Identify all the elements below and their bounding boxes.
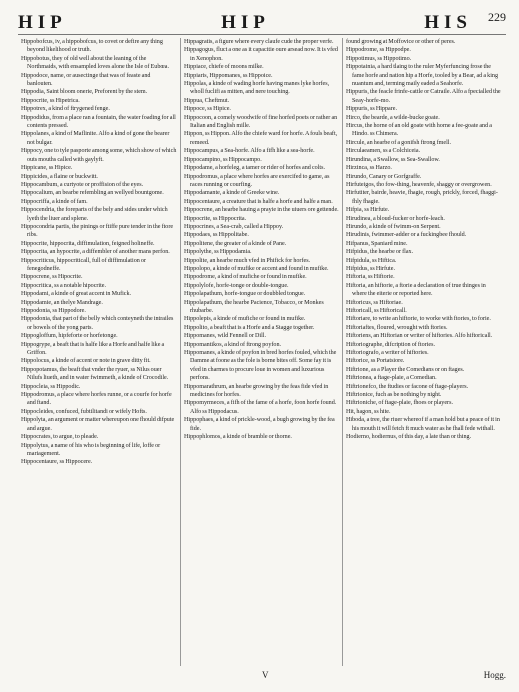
- dictionary-entry: Hippocrene, ss Hipocrite.: [21, 274, 83, 281]
- dictionary-entry: Hirundina, a Swallow, ss Sea-Swallow.: [346, 156, 440, 163]
- dictionary-entry: Hippocalium, an bearbe refembling an wellyed bountgome.: [21, 190, 164, 197]
- dictionary-entry: Hippogloffum, hipfeforte or horfetonge.: [21, 333, 118, 340]
- dictionary-entry: Hippotimus, ss Hippotimo.: [346, 55, 412, 62]
- dictionary-entry: Hippocleia, ss Hippodic.: [21, 383, 81, 390]
- dictionary-entry: Hippomarathrum, an hearbe growing by the feas fide vfed in medicines for horfes.: [184, 383, 329, 399]
- dictionary-entry: Hiftoriare, to write an hiftorie, to worke with ftories, to forie.: [346, 316, 491, 323]
- dictionary-entry: Hippolite, an hearbe much vfed in Phifick for horfes.: [184, 257, 311, 264]
- dictionary-entry: Hippocentaure, ss Hippocere.: [21, 459, 93, 466]
- dictionary-entry: Hiftrioniche, of ftage-plaie, fhoes or players.: [346, 400, 453, 407]
- dictionary-entry: Hirundo, a kinde of fwimm-on Serpent.: [346, 223, 441, 230]
- dictionary-entry: Hiftoricus, ss Hiftoriae.: [346, 299, 403, 306]
- dictionary-entry: Hippomyrmeces, a fifh of the fame of a horfe, foon horfe found. Alfo ss Hippodacus.: [184, 400, 337, 415]
- dictionary-entry: Hiftrionefco, the ftudies or facone of ftage-players.: [346, 383, 469, 390]
- dictionary-entry: Hippodamie, an thelye Mandrage.: [21, 299, 103, 306]
- dictionary-entry: Hippomantikos, a kind of ftrong poyfon.: [184, 341, 282, 348]
- dictionary-entry: Hippocrates, to argue, to pleade.: [21, 434, 99, 441]
- dictionary-entry: Hiboda, a tree, the riuer whereof if a man hold but a peace of it in his mouth it will fetch ft much water as he fhall fede withall.: [346, 417, 500, 432]
- page-footer: [18, 670, 506, 684]
- dictionary-entry: Hippocrite, ss Hippocrita.: [184, 215, 247, 222]
- running-header: [18, 10, 506, 35]
- dictionary-entry: Hippocritica, ss a notable hipocrite.: [21, 282, 107, 289]
- dictionary-entry: Hippolanes, a kind of Maflinite. Alfo a kind of gone the bearer not bulgar.: [21, 131, 170, 146]
- dictionary-entry: Hircule, an hearbe of a gonifsh ftrong fmell.: [346, 139, 451, 146]
- dictionary-entry: Hippuris, the feacle frinfe-cattle or Catraile. Alfo a fpecialled the Seay-horfe-mo.: [346, 89, 501, 104]
- dictionary-entry: Hirudinis, fwimmer-adder or a fuckingbee fhould.: [346, 232, 467, 239]
- dictionary-entry: Hiftoriographe, difcription of ftories.: [346, 341, 435, 348]
- dictionary-entry: Hippocleides, confuced, fubtilitandi or wifely Hofts.: [21, 408, 147, 415]
- column-left: [18, 38, 180, 666]
- dictionary-entry: Hippocampus, a Sea-horfe. Alfo a fifh like a sea-horfe.: [184, 148, 315, 155]
- dictionary-entry: Hippolitene, the greater of a kinde of Pane.: [184, 240, 287, 247]
- dictionary-entry: Hippocondria partis, the pinings or ftiffe pure tender in the ftore ribs.: [21, 223, 174, 239]
- dictionary-entry: Hippoce, ss Hipice.: [184, 106, 231, 113]
- dictionary-entry: Hippocrita, an hypocrite, a diffembler of another mans perfon.: [21, 249, 170, 256]
- dictionary-entry: Hippodonia, that part of the belly which conteyneth the intrailes or bowels of the yong parts.: [21, 316, 174, 331]
- header-right: HIS: [424, 12, 472, 33]
- dictionary-entry: Hippodidus, from a place ran a fountain, the water foading for all contents pressed.: [21, 114, 176, 130]
- dictionary-entry: Hirudinea, a bloud-fucker or horfe-leach.: [346, 215, 445, 222]
- dictionary-entry: Hiftorice, ss Portatsiore.: [346, 358, 405, 365]
- dictionary-entry: Hippocy, one to tyle pasporte among some, which show of which outs mouths called with gaylyft.: [21, 148, 177, 163]
- dictionary-entry: Hippodonia, ss Hippodore.: [21, 308, 86, 314]
- dictionary-entry: Hippodromus, a place where horfes are exercifed to game, as races running or courfing.: [184, 173, 330, 188]
- dictionary-entry: Hippomanes, wild Fennell or Dill.: [184, 333, 267, 340]
- dictionary-entry: Hippodamante, a kinde of Greeke wine.: [184, 190, 280, 197]
- dictionary-entry: Hippodia, Saint bloom onerie, Preforent by the stem.: [21, 89, 148, 96]
- dictionary-entry: Hippobofcus, iv, a hippobofcus, to covet or defire any thing beyond likelihood or truth.: [21, 39, 163, 54]
- dictionary-entry: Hippodrome, ss Hippodpe.: [346, 47, 411, 54]
- dictionary-entry: Hippocambum, a curtyote or proffision of the eyes.: [21, 181, 144, 188]
- dictionary-entry: Hippocoon, a comely woodwife of fine horfed poets or rather an Italian and English mille.: [184, 114, 338, 130]
- page-number: 229: [488, 10, 506, 24]
- dictionary-entry: Hippocendria, the foreparts of the bely and sides under which lyeth the liuer and splene.: [21, 207, 168, 222]
- dictionary-entry: Hiftoricall, ss Hiftoricall.: [346, 308, 407, 314]
- dictionary-entry: Hippodrome, a kind of mufiche or found in mufike.: [184, 274, 307, 281]
- dictionary-entry: Hippocriticus, hippocriticall, full of diffimulation or fenegodneffe.: [21, 257, 146, 272]
- dictionary-entry: Hirfuteigos, tho fow-thing, heavenfe, shaggy or overgrowen.: [346, 181, 492, 188]
- dictionary-entry: Hiftoriens, an Hiftorian or writer of hiftories. Alfo hiftoricall.: [346, 333, 493, 340]
- dictionary-entry: Hippua, Cheftmut.: [184, 97, 230, 104]
- dictionary-entry: Hippocrite, ss Hipetrica.: [21, 97, 80, 104]
- dictionary-entry: Hippolythe, ss Hippodamia.: [184, 249, 252, 256]
- dictionary-entry: Hiftrionea, a ftage-plaie, a Comedian.: [346, 375, 437, 382]
- dictionary-entry: Hippopotamus, the beaft that vnder the ryuer, ss Nilus ouer Nilufs liueth, and in water fwimmeth, a kinde of Crocodile.: [21, 366, 169, 382]
- dictionary-entry: Hiftoriografo, a writer of hiftories.: [346, 350, 429, 357]
- dictionary-entry: Hippodoce, name, or ausectinge that was of feaste and banlouten.: [21, 72, 151, 88]
- dictionary-entry: Hippodami, a kinde of great accent in Mufick.: [21, 291, 132, 298]
- dictionary-entry: Hippocrite, hippocrita, diffimulation, feigned holineffe.: [21, 240, 155, 247]
- dictionary-entry: Hirzinca, ss Harzo.: [346, 165, 392, 172]
- dictionary-entry: Hiftoria, ss Hiftorie.: [346, 274, 395, 281]
- dictionary-entry: Hippuris, ss Hippare.: [346, 106, 397, 113]
- dictionary-entry: Hirundo, Canary or Gorfgraffe.: [346, 173, 422, 180]
- dictionary-entry: Hit, hagon, ss hite.: [346, 408, 391, 415]
- dictionary-entry: found growing at Moffovice or other of peres.: [346, 39, 456, 45]
- dictionary-entry: Hippodame, a horfeleg, a tamer or rider of horfes and colts.: [184, 165, 326, 172]
- dictionary-entry: Hifpidula, ss Hiftica.: [346, 257, 397, 264]
- dictionary-entry: Hippotrex, a kind of ftrygened fenge.: [21, 106, 110, 113]
- column-right: [342, 38, 504, 666]
- dictionary-entry: Hippodromus, a place where horfes runne, or a courfe for horfe and ftand.: [21, 392, 172, 407]
- dictionary-entry: Hippiace, chiefe of moons milke.: [184, 64, 264, 71]
- entry-columns: [18, 38, 506, 666]
- dictionary-entry: Hifpidus, the hearbe or flax.: [346, 249, 414, 256]
- header-left: HIP: [18, 12, 67, 33]
- dictionary-entry: Hifpidus, ss Hirfute.: [346, 265, 395, 272]
- dictionary-entry: Hippolyta, an argument or matter whereupon one fhould difpute and argue.: [21, 417, 175, 432]
- dictionary-entry: Hippophlomos, a kinde of bramble or thorne.: [184, 434, 292, 441]
- dictionary-entry: Hippon, ss Hippon. Alfo the chiefe ward for horfe. A fouls beaft, remeed.: [184, 131, 338, 146]
- dictionary-entry: Hippagogus, fluct a one as it capacitie oure arsead now. It is vfed in Xenophon.: [184, 47, 338, 62]
- dictionary-entry: Hippophaes, a kind of prickle-wood, a bugh growing by the fea fide.: [184, 417, 335, 432]
- dictionary-entry: Hippocriffa, a kinde of fam.: [21, 198, 88, 205]
- dictionary-entry: Hippotainia, a hard tlaing to the ruler Myferfuncing frose the fame horfe and nation hip a Horfe, tooled by a Bear, ad a king nuantum and, terming maily eaded a Seahorfe.: [346, 64, 498, 88]
- catchword: Hogg.: [483, 670, 506, 680]
- dictionary-entry: Hippagratis, a figure where every claufe cude the proper verfe.: [184, 39, 334, 45]
- dictionary-entry: Hippomanes, a kinde of poyfon in bred horfes fouled, which the Damme at foone as the fole is borne bites off. Some fay it is vfed in charmes to procure loue in women and luxurious perfons.: [184, 350, 337, 382]
- dictionary-entry: Hiftrionice, fuch as be nothing by night.: [346, 392, 442, 399]
- dictionary-entry: Hippolito, a beaft that is a Horfe and a Stagge together.: [184, 324, 315, 331]
- dictionary-entry: Hircus, the horne of an old goate with horne a fee-goate and a Hindo. ss Chimera.: [346, 123, 492, 138]
- dictionary-entry: Hippocrene, an hearbe hauing a prayie in the uiuers ore gettende.: [184, 207, 339, 214]
- dictionary-entry: Hodierno, hodiernus, of this day, a late than or thing.: [346, 434, 472, 441]
- dictionary-entry: Hippogrype, a beaft that is halfe like a Horfe and halfe like a Griffon.: [21, 341, 165, 357]
- dictionary-entry: Hippolepis, a kinde of mufiche or found in mufike.: [184, 316, 306, 323]
- header-center: HIP: [221, 12, 270, 33]
- dictionary-entry: Hippolapathum, horfe-tongue or doubbled tongue.: [184, 291, 306, 298]
- dictionary-entry: Hippolapathum, the hearbe Pacience, Tobacco, or Monkes rhubarbe.: [184, 299, 324, 314]
- dictionary-entry: Hippicane, ss Hipice.: [21, 165, 73, 172]
- dictionary-entry: Hippocrines, a Sea-crab, called a Hippoy.: [184, 223, 284, 230]
- dictionary-entry: Hippolytus, a name of his who is beginning of life, loffe or mariagement.: [21, 442, 161, 457]
- dictionary-entry: Hirculaeamen, ss a Colchiceia.: [346, 148, 421, 155]
- dictionary-entry: Hifpanus, Spaniard mine.: [346, 240, 408, 247]
- dictionary-entry: Hippocentaure, a creature that is halfe a horfe and halfe a man.: [184, 198, 333, 205]
- dictionary-entry: Hippolopo, a kinde of mufike or accent and found in mufike.: [184, 265, 329, 272]
- dictionary-entry: Hippicides, a flaine or buckwitt.: [21, 173, 98, 180]
- dictionary-entry: Hirfutiter, bairde, heavie, fhagie, rough, prickly, forced, fhaggi-fhly fhagie.: [346, 190, 498, 205]
- dictionary-entry: Hippocampino, ss Hippocampo.: [184, 156, 262, 163]
- dictionary-entry: Hippodaes, ss Hippolitabe.: [184, 232, 249, 239]
- signature-mark: V: [262, 670, 269, 680]
- dictionary-entry: Hiftoriaftes, floured, wrought with ftories.: [346, 324, 448, 331]
- dictionary-entry: Hippolylofe, horfe-tonge or double-tongue.: [184, 282, 289, 289]
- dictionary-entry: Hirco, the bearde, a wilde-bucke goate.: [346, 114, 440, 121]
- dictionary-entry: Hippolas, a kinde of wading horfe having manes lyke horfes, wholl fuclifi as mitten, and nere touching.: [184, 81, 330, 96]
- dictionary-entry: Hippolocus, a kinde of accent or note in grave ditty fit.: [21, 358, 151, 365]
- dictionary-entry: Hippiaris, Hippomanes, ss Hippoice.: [184, 72, 273, 79]
- dictionary-entry: Hiftrione, as a Player the Comedians or on ftages.: [346, 366, 465, 373]
- dictionary-entry: Hippobotus, they of old well about the leaning of the Northmaids, with ensampled loves alone the Isle of Eubœa.: [21, 55, 169, 71]
- dictionary-entry: Hiftoria, an hiftorie, a ftorie a declaration of true thinges in where the eiterie or reported here.: [346, 282, 486, 298]
- column-middle: [180, 38, 342, 666]
- dictionary-entry: Hifpia, ss Hirfute.: [346, 207, 390, 214]
